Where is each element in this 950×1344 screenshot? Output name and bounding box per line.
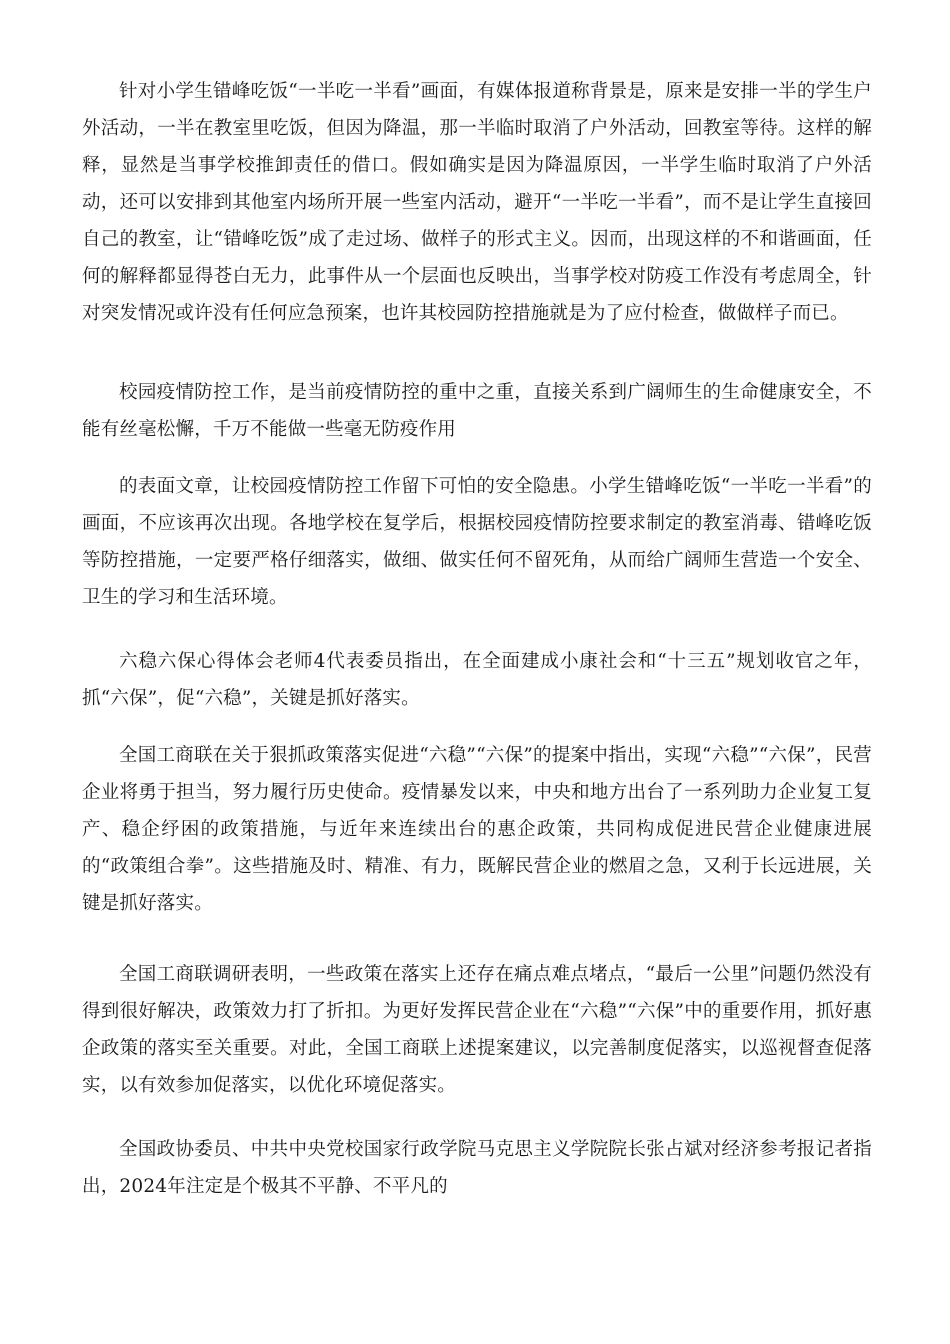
paragraph-3: 的表面文章，让校园疫情防控工作留下可怕的安全隐患。小学生错峰吃饭“一半吃一半看”的画面，不应该再次出现。各地学校在复学后，根据校园疫情防控要求制定的教室消毒、错峰吃饭等防控措施，一定要严格仔细落实，做细、做实任何不留死角，从而给广阔师生营造一个安全、卫生的学习和生活环境。: [82, 476, 872, 608]
paragraph-2: 校园疫情防控工作，是当前疫情防控的重中之重，直接关系到广阔师生的生命健康安全，不能有丝毫松懈，千万不能做一些毫无防疫作用: [82, 382, 872, 440]
paragraph-4: 六稳六保心得体会老师4代表委员指出，在全面建成小康社会和“十三五”规划收官之年，抓“六保”，促“六稳”，关键是抓好落实。: [82, 651, 872, 709]
paragraph-1: 针对小学生错峰吃饭“一半吃一半看”画面，有媒体报道称背景是，原来是安排一半的学生户外活动，一半在教室里吃饭，但因为降温，那一半临时取消了户外活动，回教室等待。这样的解释，显然是当事学校推卸责任的借口。假如确实是因为降温原因，一半学生临时取消了户外活动，还可以安排到其他室内场所开展一些室内活动，避开“一半吃一半看”，而不是让学生直接回自己的教室，让“错峰吃饭”成了走过场、做样子的形式主义。因而，出现这样的不和谐画面，任何的解释都显得苍白无力，此事件从一个层面也反映出，当事学校对防疫工作没有考虑周全，针对突发情况或许没有任何应急预案，也许其校园防控措施就是为了应付检查，做做样子而已。: [82, 81, 872, 324]
paragraph-6: 全国工商联调研表明，一些政策在落实上还存在痛点难点堵点，“最后一公里”问题仍然没有得到很好解决，政策效力打了折扣。为更好发挥民营企业在“六稳”“六保”中的重要作用，抓好惠企政策的落实至关重要。对此，全国工商联上述提案建议，以完善制度促落实，以巡视督查促落实，以有效参加促落实，以优化环境促落实。: [82, 964, 872, 1096]
paragraph-7: 全国政协委员、中共中央党校国家行政学院马克思主义学院院长张占斌对经济参考报记者指出，2024年注定是个极其不平静、不平凡的: [82, 1139, 872, 1197]
paragraph-5: 全国工商联在关于狠抓政策落实促进“六稳”“六保”的提案中指出，实现“六稳”“六保”，民营企业将勇于担当，努力履行历史使命。疫情暴发以来，中央和地方出台了一系列助力企业复工复产、稳企纾困的政策措施，与近年来连续出台的惠企政策，共同构成促进民营企业健康进展的“政策组合拳”。这些措施及时、精准、有力，既解民营企业的燃眉之急，又利于长远进展，关键是抓好落实。: [82, 745, 872, 914]
